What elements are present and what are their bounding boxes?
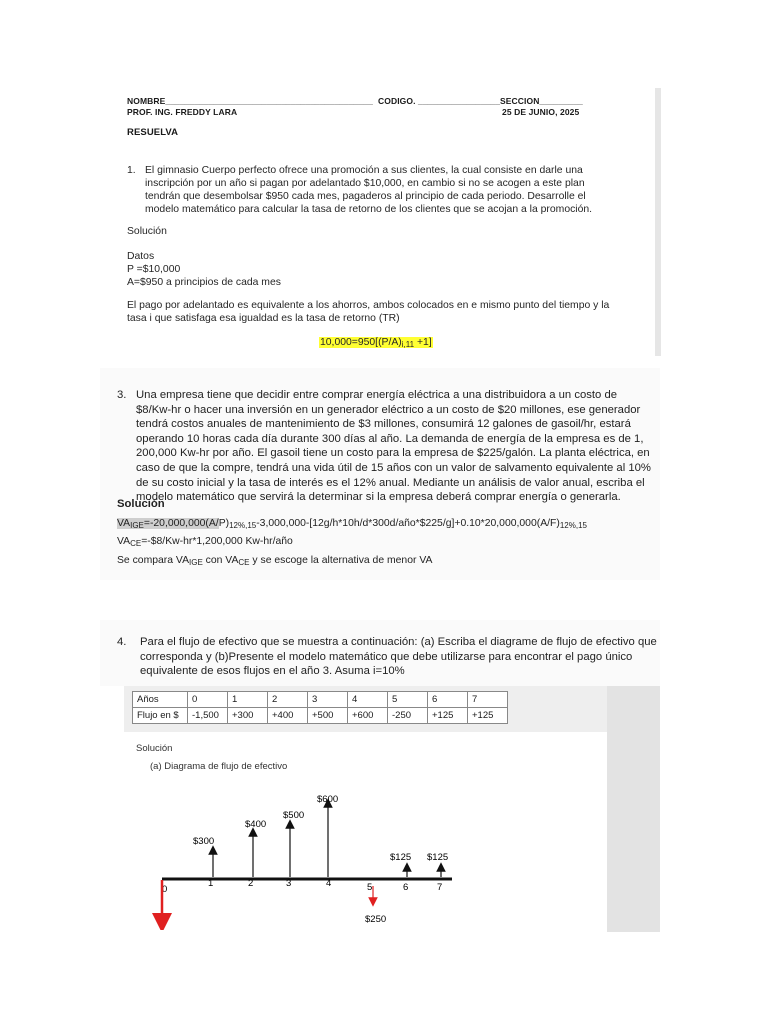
explanation-line: El pago por adelantado es equivalente a los ahorros, ambos colocados en e mismo punto del tiempo y la: [127, 300, 610, 311]
table-row: [133, 692, 508, 708]
amount-label: $250: [365, 914, 387, 925]
period-label: 3: [286, 878, 292, 889]
period-label: 2: [248, 878, 254, 889]
problem4-number: 4.: [117, 636, 127, 648]
table-cell: +500: [308, 708, 348, 724]
period-label: 1: [208, 878, 214, 889]
problem1-number: 1.: [127, 165, 136, 176]
formula-text: Se compara VA: [117, 555, 189, 566]
formula-subscript: i,11: [401, 340, 415, 349]
problem4-line: Para el flujo de efectivo que se muestra a continuación: (a) Escriba el diagrame de flujo de efectivo que: [140, 636, 657, 648]
table-row: [133, 708, 508, 724]
table-cell: Flujo en $: [133, 708, 188, 724]
amount-label: $125: [427, 852, 449, 863]
formula-text: =-$8/Kw-hr*1,200,000 Kw-hr/año: [141, 536, 293, 547]
data-present-value: P =$10,000: [127, 264, 181, 275]
problem1-line: El gimnasio Cuerpo perfecto ofrece una promoción a sus clientes, la cual consiste en darle una: [145, 165, 583, 176]
formula-vaige-var: VA: [117, 518, 131, 529]
problem4-line: corresponda y (b)Presente el modelo matemático que debe utilizarse para encontrar el pago único: [140, 650, 633, 663]
problem3-line: de su costo inicial y la tasa de interés es el 12% anual. Mediante un análisis de valor anual, escriba el: [136, 476, 645, 489]
solution-heading: Solución: [117, 498, 165, 510]
explanation-line: tasa i que satisfaga esa igualdad es la tasa de retorno (TR): [127, 313, 400, 324]
table-cell: 4: [348, 692, 388, 708]
problem3-line: tendrá costos anuales de mantenimiento de $3 millones, consumirá 12 galones de gasoil/hr, estará: [136, 418, 631, 431]
amount-label: $300: [193, 836, 215, 847]
professor-name: PROF. ING. FREDDY LARA: [127, 107, 238, 117]
formula-text: -3,000,000-[12g/h*10h/d*300d/año*$225/g]+0.10*20,000,000(A/F): [256, 518, 560, 529]
problem3-line: caso de que la compre, tendrá una vida útil de 15 años con un valor de salvamento equivalente al 10%: [136, 462, 651, 474]
table-cell: -1,500: [188, 708, 228, 724]
formula-subscript: IGE: [130, 521, 144, 530]
formula-text: con VA: [202, 555, 239, 566]
amount-label: $500: [283, 810, 305, 821]
formula-subscript: IGE: [189, 558, 203, 567]
formula-subscript: 12%,15: [229, 521, 257, 530]
formula-text: P): [218, 518, 230, 529]
solution-heading: Solución: [127, 226, 167, 237]
formula-main: 10,000=950[(P/A): [320, 337, 402, 348]
amount-label: $600: [317, 794, 339, 805]
table-cell: Años: [133, 692, 188, 708]
table-cell: +600: [348, 708, 388, 724]
cash-flow-diagram: [120, 780, 480, 930]
problem3-line: operando 10 horas cada día durante 300 días al año. La demanda de energía de la empresa es de 1,: [136, 432, 644, 445]
table-cell: 3: [308, 692, 348, 708]
table-cell: 6: [428, 692, 468, 708]
table-cell: 0: [188, 692, 228, 708]
table-cell: +300: [228, 708, 268, 724]
formula-text: y se escoge la alternativa de menor VA: [249, 555, 433, 566]
problem4-line: equivalente de esos flujos en el año 3. Asuma i=10%: [140, 665, 405, 678]
formula-subscript: 12%,15: [559, 521, 587, 530]
formula-vaige: [117, 517, 587, 534]
side-margin: [607, 686, 660, 932]
seccion-label: SECCION_________: [500, 96, 583, 106]
period-label: 5: [367, 882, 373, 893]
amount-label: $125: [390, 852, 412, 863]
table-cell: 5: [388, 692, 428, 708]
problem3-line: Una empresa tiene que decidir entre comprar energía eléctrica a una distribuidora a un costo de: [136, 389, 618, 401]
cash-flow-table: [132, 691, 508, 724]
problem3-line: $8/Kw-hr o hacer una inversión en un generador eléctrico a un costo de $20 millones, ese generador: [136, 403, 641, 416]
formula-end: +1]: [414, 337, 432, 348]
formula-vaige-start: =-20,000,000(A/: [143, 518, 219, 529]
formula-subscript: CE: [130, 539, 142, 548]
table-cell: 1: [228, 692, 268, 708]
problem1-line: tendrán que desembolsar $950 cada mes, pagaderos al principio de cada periodo. Desarrolle el: [145, 191, 586, 202]
exam-date: 25 DE JUNIO, 2025: [502, 107, 580, 117]
table-cell: 2: [268, 692, 308, 708]
nombre-label: NOMBRE___________________________________________: [127, 96, 373, 106]
problem1-line: inscripción por un año si pagan por adelantado $10,000, en cambio si no se acogen a este plan: [145, 178, 585, 189]
period-label: 4: [326, 878, 332, 889]
formula-text: VA: [117, 536, 131, 547]
table-cell: 7: [468, 692, 508, 708]
table-cell: -250: [388, 708, 428, 724]
problem3-line: 200,000 Kw-hr por año. El gasoil tiene un costo para la empresa de $225/galón. La planta eléctrica, en: [136, 447, 650, 460]
data-heading: Datos: [127, 251, 155, 262]
highlighted-formula: [319, 336, 433, 351]
amount-label: $400: [245, 819, 267, 830]
solution-heading: Solución: [136, 743, 173, 754]
table-cell: +125: [428, 708, 468, 724]
formula-vace: [117, 535, 293, 552]
table-cell: +400: [268, 708, 308, 724]
formula-subscript: CE: [238, 558, 250, 567]
problem1-line: modelo matemático para calcular la tasa de retorno de los clientes que se acojan a la promoción.: [145, 204, 593, 215]
problem3-line: modelo matemático que servirá la determinar si la empresa deberá comprar energía o generarla.: [136, 491, 621, 504]
resuelva-heading: RESUELVA: [127, 127, 179, 138]
comparison-statement: [117, 554, 432, 571]
problem3-number: 3.: [117, 389, 127, 401]
period-label: 6: [403, 882, 409, 893]
period-label: 7: [437, 882, 443, 893]
codigo-label: CODIGO. _________________: [378, 96, 501, 106]
panel-edge: [655, 88, 661, 356]
table-cell: +125: [468, 708, 508, 724]
diagram-subtitle: (a) Diagrama de flujo de efectivo: [150, 761, 288, 772]
data-annuity: A=$950 a principios de cada mes: [127, 277, 281, 288]
period-label: 0: [162, 884, 168, 895]
